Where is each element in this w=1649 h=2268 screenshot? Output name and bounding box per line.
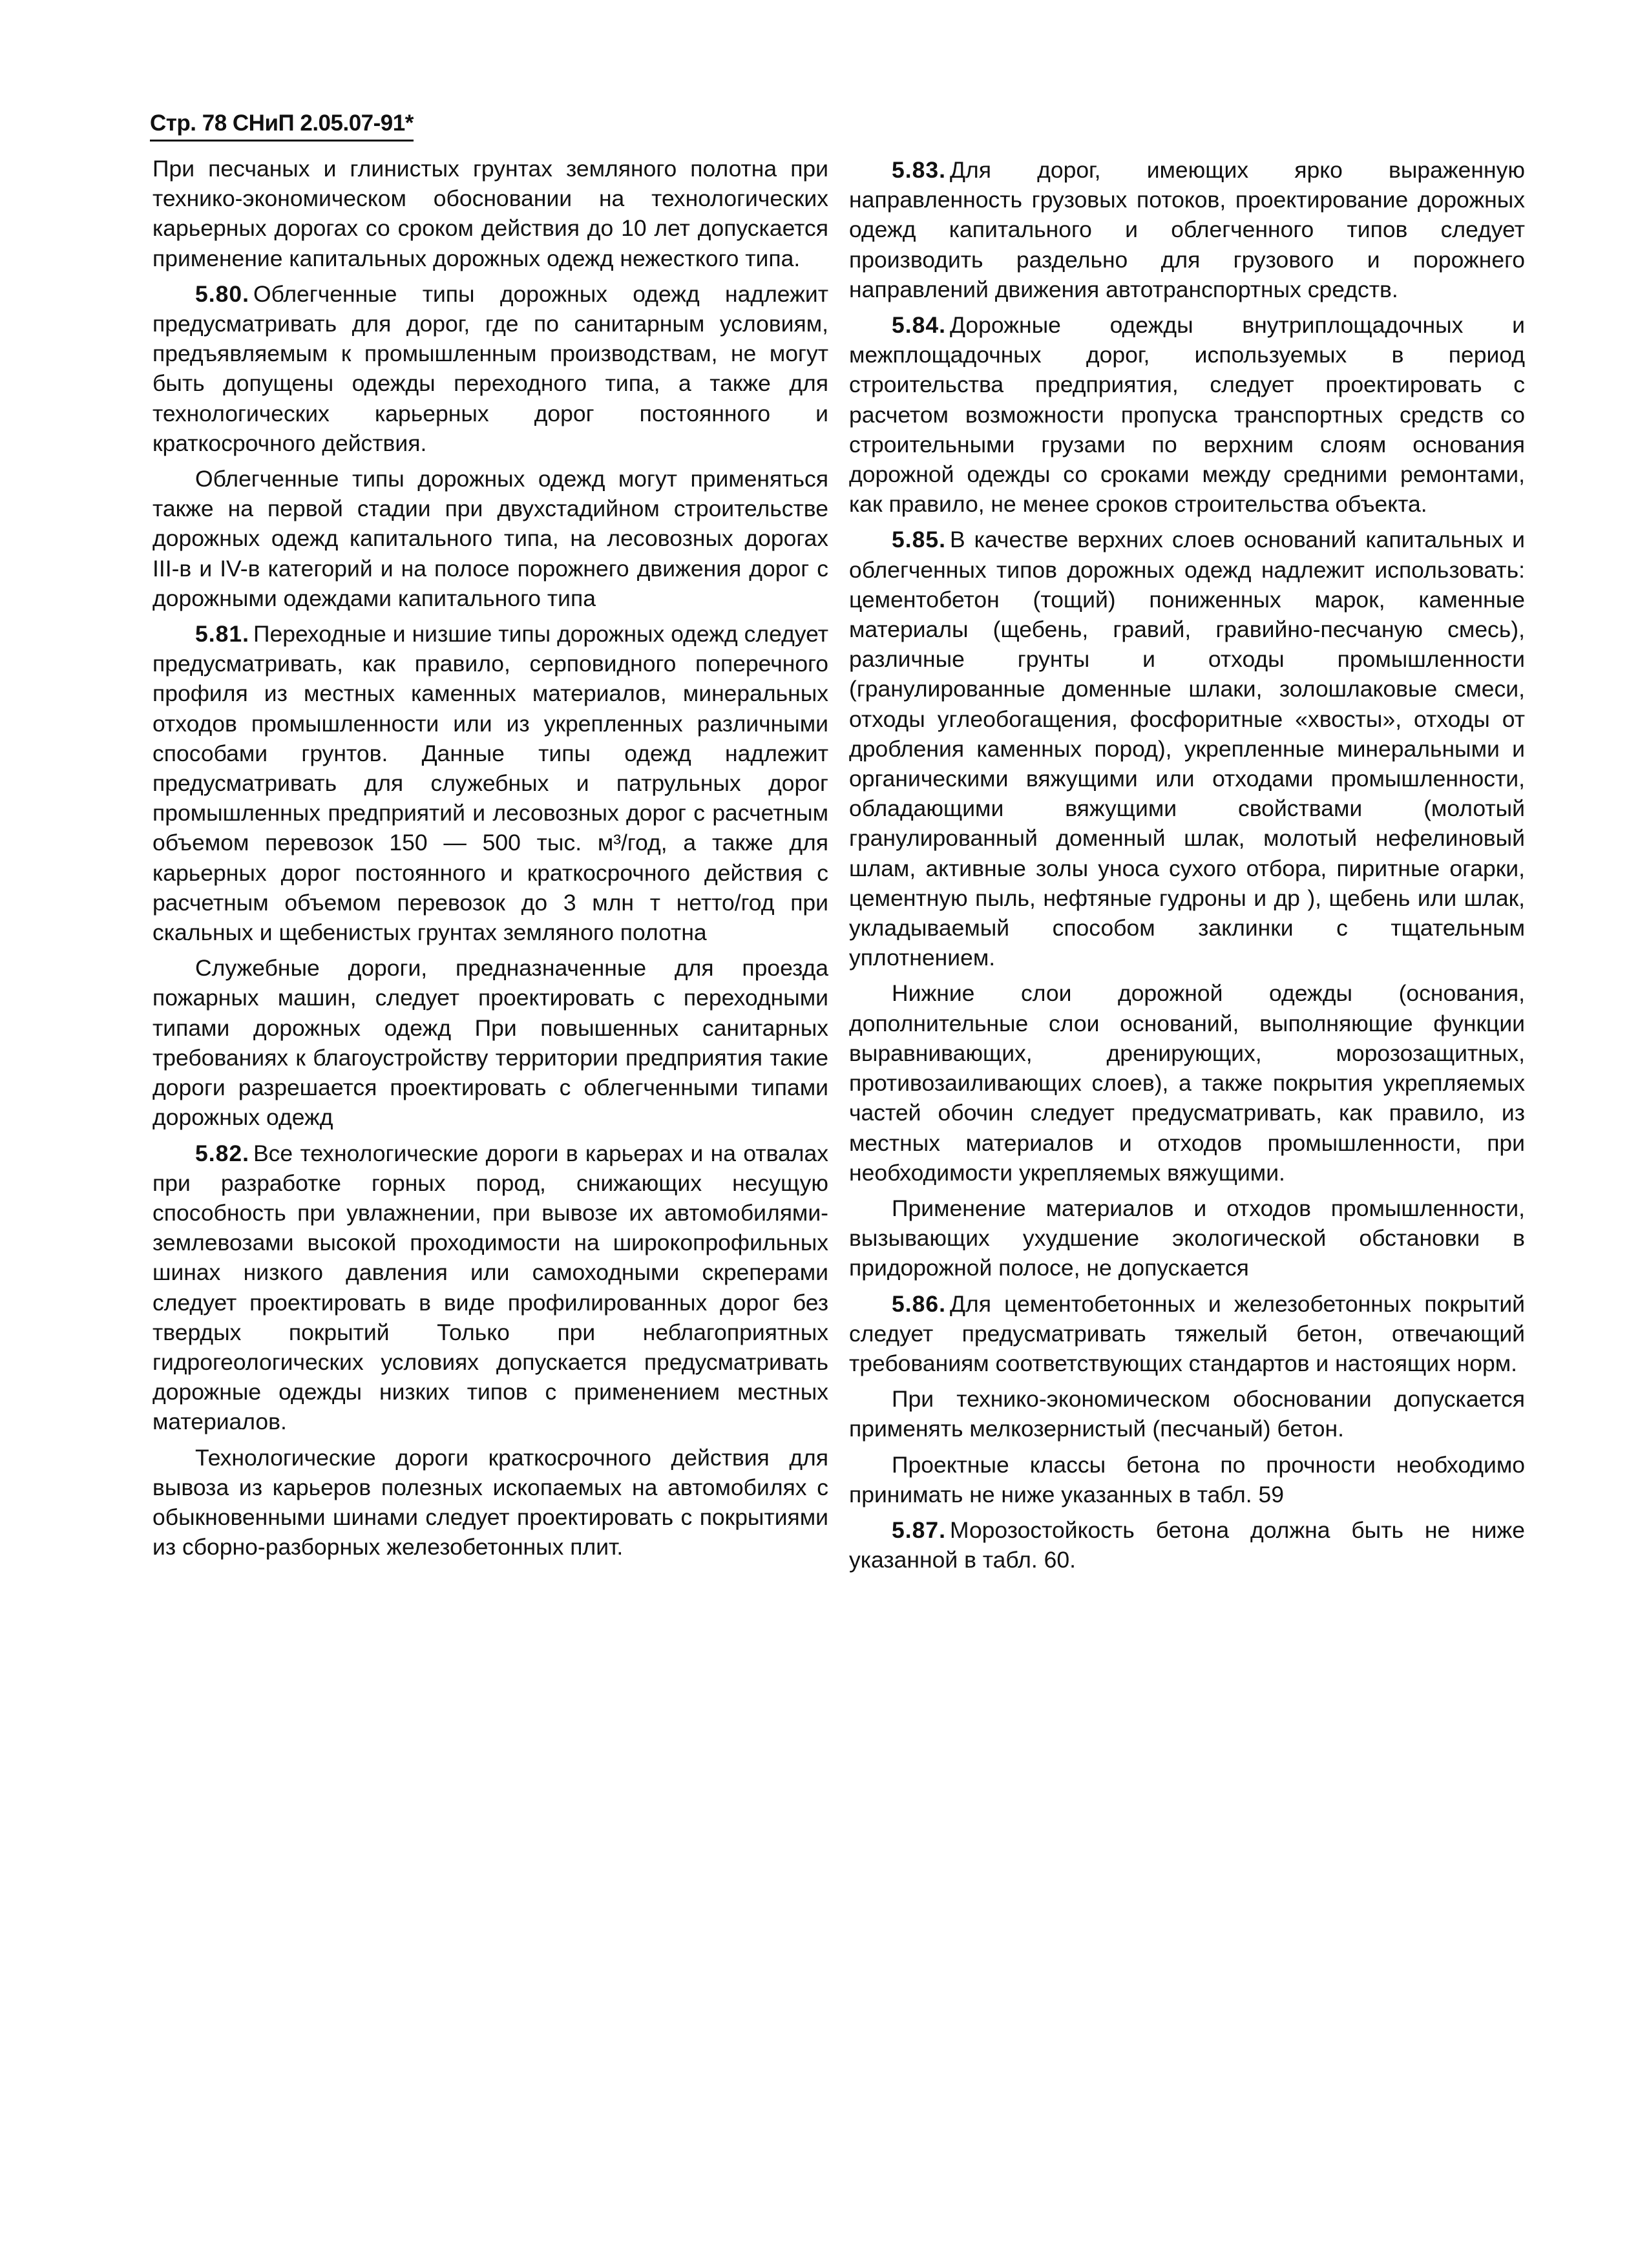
section-number: 5.85. <box>892 527 946 553</box>
section-number: 5.80. <box>195 280 249 307</box>
paragraph <box>849 1289 1525 1379</box>
section-number: 5.82. <box>195 1140 249 1166</box>
section-number: 5.81. <box>195 621 249 647</box>
paragraph-text: Облегченные типы дорожных одежд могут применяться также на первой стадии при двухстадийном строительстве дорожных одежд капитального типа, на лесовозных дорогах III-в и IV-в категорий и на полосе порожнего движения дорог с дорожными одеждами капитального типа <box>152 466 828 611</box>
paragraph <box>152 619 828 947</box>
paragraph-text: Для цементобетонных и железобетонных покрытий следует предусматривать тяжелый бетон, отвечающий требованиям соответствующих стандартов и настоящих норм. <box>849 1290 1525 1376</box>
paragraph-text: Проектные классы бетона по прочности необходимо принимать не ниже указанных в табл. 59 <box>849 1451 1525 1507</box>
paragraph <box>849 1450 1525 1509</box>
paragraph <box>152 1139 828 1437</box>
section-number: 5.86. <box>892 1290 946 1317</box>
paragraph <box>849 1193 1525 1283</box>
paragraph-text: Для дорог, имеющих ярко выраженную направленность грузовых потоков, проектирование дорожных одежд капитального и облегченного типов следует производить раздельно для грузового и порожнего направлений движения автотранспортных средств. <box>849 157 1525 302</box>
paragraph <box>849 1515 1525 1575</box>
paragraph <box>849 310 1525 519</box>
right-column <box>849 155 1525 1580</box>
section-number: 5.83. <box>892 157 946 183</box>
paragraph-text: Дорожные одежды внутриплощадочных и межплощадочных дорог, используемых в период строительства предприятия, следует проектировать с расчетом возможности пропуска транспортных средств со строительными грузами по верхним слоям основания дорожной одежды со сроками между средними ремонтами, как правило, не менее сроков строительства объекта. <box>849 312 1525 518</box>
paragraph-text: Облегченные типы дорожных одежд надлежит предусматривать для дорог, где по санитарным условиям, предъявляемым к промышленным производствам, не могут быть допущены одежды переходного типа, а также для технологических карьерных дорог постоянного и краткосрочного действия. <box>152 280 828 456</box>
running-header: Стр. 78 СНиП 2.05.07-91* <box>150 110 414 142</box>
paragraph <box>849 1384 1525 1444</box>
paragraph-text: Применение материалов и отходов промышленности, вызывающих ухудшение экологической обстановки в придорожной полосе, не допускается <box>849 1195 1525 1281</box>
paragraph <box>849 978 1525 1187</box>
paragraph <box>152 953 828 1132</box>
paragraph <box>849 155 1525 304</box>
paragraph <box>152 464 828 613</box>
paragraph-text: При технико-экономическом обосновании допускается применять мелкозернистый (песчаный) бетон. <box>849 1386 1525 1442</box>
paragraph-text: Переходные и низшие типы дорожных одежд следует предусматривать, как правило, серповидного поперечного профиля из местных каменных материалов, минеральных отходов промышленности или из укрепленных различными способами грунтов. Данные типы одежд надлежит предусматривать для служебных и патрульных дорог промышленных предприятий и лесовозных дорог с расчетным объемом перевозок 150 — 500 тыс. м³/год, а также для карьерных дорог постоянного и краткосрочного действия с расчетным объемом перевозок до 3 млн т нетто/год при скальных и щебенистых грунтах земляного полотна <box>152 621 828 946</box>
paragraph-text: Служебные дороги, предназначенные для проезда пожарных машин, следует проектировать с переходными типами дорожных одежд При повышенных санитарных требованиях к благоустройству территории предприятия такие дороги разрешается проектировать с облегченными типами дорожных одежд <box>152 955 828 1131</box>
paragraph-text: В качестве верхних слоев оснований капитальных и облегченных типов дорожных одежд надлежит использовать: цементобетон (тощий) пониженных марок, каменные материалы (щебень, гравий, гравийно-песчаную смесь), различные грунты и отходы промышленности (гранулированные доменные шлаки, золошлаковые смеси, отходы углеобогащения, фосфоритные «хвосты», отходы от дробления каменных пород), укрепленные минеральными и органическими вяжущими или отходами промышленности, обладающими вяжущими свойствами (молотый гранулированный доменный шлак, молотый нефелиновый шлам, активные золы уноса сухого отбора, пиритные огарки, цементную пыль, нефтяные гудроны и др ), щебень или шлак, укладываемый способом заклинки с тщательным уплотнением. <box>849 527 1525 971</box>
section-number: 5.84. <box>892 312 946 339</box>
paragraph <box>152 154 828 273</box>
paragraph-text: При песчаных и глинистых грунтах земляного полотна при технико-экономическом обосновании на технологических карьерных дорогах со сроком действия до 10 лет допускается применение капитальных дорожных одежд нежесткого типа. <box>152 156 828 271</box>
paragraph <box>849 525 1525 972</box>
paragraph <box>152 1443 828 1562</box>
left-column <box>152 154 828 1568</box>
paragraph-text: Морозостойкость бетона должна быть не ниже указанной в табл. 60. <box>849 1517 1525 1573</box>
paragraph <box>152 279 828 458</box>
section-number: 5.87. <box>892 1517 946 1543</box>
paragraph-text: Нижние слои дорожной одежды (основания, дополнительные слои оснований, выполняющие функции выравнивающих, дренирующих, морозозащитных, противозаиливающих слоев), а также покрытия укрепляемых частей обочин следует предусматривать, как правило, из местных материалов и отходов промышленности, при необходимости укрепляемых вяжущими. <box>849 980 1525 1186</box>
paragraph-text: Технологические дороги краткосрочного действия для вывоза из карьеров полезных ископаемых на автомобилях с обыкновенными шинами следует проектировать с покрытиями из сборно-разборных железобетонных плит. <box>152 1444 828 1560</box>
paragraph-text: Все технологические дороги в карьерах и на отвалах при разработке горных пород, снижающих несущую способность при увлажнении, при вывозе их автомобилями-землевозами высокой проходимости на широкопрофильных шинах низкого давления или самоходными скреперами следует проектировать в виде профилированных дорог без твердых покрытий Только при неблагоприятных гидрогеологических условиях допускается предусматривать дорожные одежды низких типов с применением местных материалов. <box>152 1140 828 1435</box>
